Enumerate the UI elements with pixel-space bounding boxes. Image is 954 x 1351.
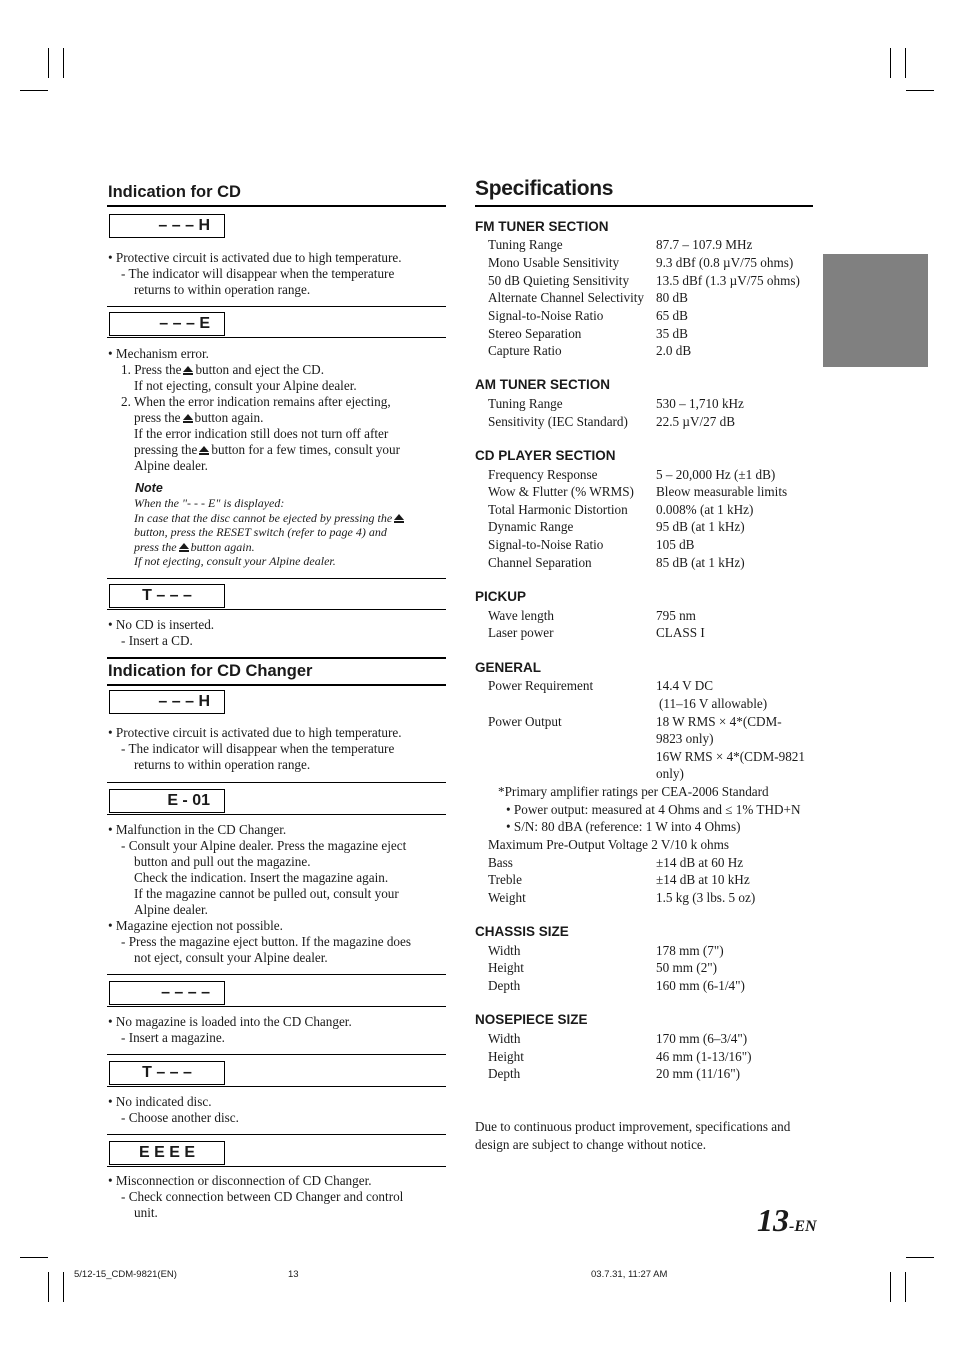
indication-cd-title: Indication for CD [108, 183, 241, 201]
code-cd-e: – – – E [109, 312, 225, 336]
spec-row: • Power output: measured at 4 Ohms and ≤ 1% THD+N [506, 802, 801, 817]
footer-file: 5/12-15_CDM-9821(EN) [74, 1269, 177, 1280]
text-line: - Insert a magazine. [121, 1030, 225, 1045]
text-line: Alpine dealer. [134, 902, 208, 917]
specifications-title: Specifications [475, 177, 614, 200]
text-line: • Misconnection or disconnection of CD Changer. [108, 1173, 372, 1188]
text-line: • Malfunction in the CD Changer. [108, 822, 287, 837]
code-changer-h: – – – H [109, 690, 225, 714]
general-heading: GENERAL [475, 660, 542, 675]
text-line: press the button again. [134, 410, 264, 425]
text-line: Check the indication. Insert the magazine again. [134, 870, 389, 885]
text-line: - Consult your Alpine dealer. Press the magazine eject [121, 838, 407, 853]
eject-icon [179, 543, 189, 552]
text-line: - Choose another disc. [121, 1110, 239, 1125]
text-line: - The indicator will disappear when the temperature [121, 741, 395, 756]
text-line: If the magazine cannot be pulled out, consult your [134, 886, 399, 901]
eject-icon [183, 414, 193, 423]
text-line: unit. [134, 1205, 158, 1220]
indication-changer-title: Indication for CD Changer [108, 662, 313, 680]
text-line: 1. Press the button and eject the CD. [121, 362, 324, 377]
text-line: - Press the magazine eject button. If the magazine does [121, 934, 412, 949]
nosepiece-heading: NOSEPIECE SIZE [475, 1012, 588, 1027]
code-changer-dash: – – – – [109, 981, 225, 1005]
disclaimer-line: Due to continuous product improvement, specifications and [475, 1119, 791, 1134]
note-line: button, press the RESET switch (refer to page 4) and [134, 525, 387, 539]
fm-heading: FM TUNER SECTION [475, 219, 609, 234]
text-line: • No CD is inserted. [108, 617, 215, 632]
code-changer-t: T – – – [109, 1061, 225, 1085]
text-line: • No indicated disc. [108, 1094, 212, 1109]
spec-row: • S/N: 80 dBA (reference: 1 W into 4 Ohms) [506, 819, 741, 834]
text-line: Alpine dealer. [134, 458, 208, 473]
eject-icon [199, 446, 209, 455]
am-heading: AM TUNER SECTION [475, 377, 610, 392]
text-line: • Protective circuit is activated due to high temperature. [108, 250, 402, 265]
spec-row: *Primary amplifier ratings per CEA-2006 Standard [498, 784, 769, 799]
text-line: returns to within operation range. [134, 757, 311, 772]
text-line: • Magazine ejection not possible. [108, 918, 283, 933]
text-line: If not ejecting, consult your Alpine dealer. [134, 378, 357, 393]
text-line: not eject, consult your Alpine dealer. [134, 950, 328, 965]
text-line: 2. When the error indication remains after ejecting, [121, 394, 391, 409]
code-changer-e01: E - 01 [109, 789, 225, 813]
eject-icon [183, 366, 193, 375]
text-line: • Protective circuit is activated due to high temperature. [108, 725, 402, 740]
note-line: press the button again. [134, 540, 255, 554]
eject-icon [394, 514, 404, 523]
chassis-heading: CHASSIS SIZE [475, 924, 569, 939]
text-line: If the error indication still does not turn off after [134, 426, 389, 441]
page-number: 13-EN [757, 1202, 817, 1238]
code-cd-h: – – – H [109, 214, 225, 238]
text-line: pressing the button for a few times, consult your [134, 442, 400, 457]
text-line: returns to within operation range. [134, 282, 311, 297]
text-line: - Insert a CD. [121, 633, 193, 648]
pickup-heading: PICKUP [475, 589, 527, 604]
text-line: button and pull out the magazine. [134, 854, 311, 869]
section-tab [823, 254, 928, 367]
note-line: If not ejecting, consult your Alpine dealer. [134, 554, 336, 568]
footer-page: 13 [288, 1269, 299, 1280]
text-line: • Mechanism error. [108, 346, 209, 361]
note-line: When the "- - - E" is displayed: [134, 496, 285, 510]
footer-date: 03.7.31, 11:27 AM [591, 1269, 668, 1280]
text-line: • No magazine is loaded into the CD Changer. [108, 1014, 352, 1029]
code-changer-eeee: E E E E [109, 1141, 225, 1165]
note-heading: Note [135, 481, 163, 495]
text-line: - Check connection between CD Changer and control [121, 1189, 404, 1204]
code-cd-t: T – – – [109, 584, 225, 608]
note-line: In case that the disc cannot be ejected by pressing the [134, 511, 406, 526]
disclaimer-line: design are subject to change without notice. [475, 1137, 707, 1152]
spec-row: Maximum Pre-Output Voltage 2 V/10 k ohms [488, 837, 730, 852]
text-line: - The indicator will disappear when the temperature [121, 266, 395, 281]
cd-player-heading: CD PLAYER SECTION [475, 448, 616, 463]
